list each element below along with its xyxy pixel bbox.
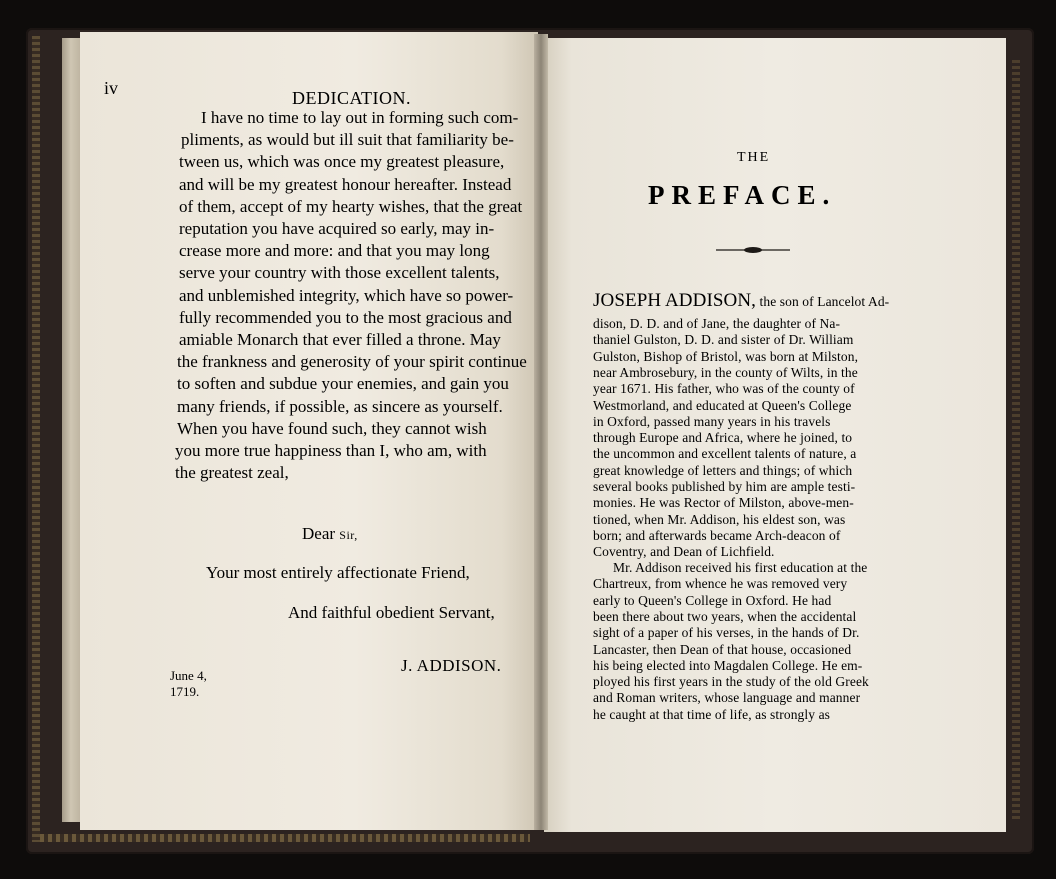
closing-line-2: And faithful obedient Servant, [288, 603, 495, 622]
preface-line: the uncommon and excellent talents of nature, a [593, 446, 857, 462]
running-head: DEDICATION. [292, 88, 411, 108]
preface-line: he caught at that time of life, as strongly as [593, 706, 831, 722]
preface-line: year 1671. His father, who was of the county of [593, 381, 855, 397]
preface-line: sight of a paper of his verses, in the hands of Dr. [593, 625, 860, 641]
preface-line: and Roman writers, whose language and manner [593, 690, 861, 706]
dedication-line: tween us, which was once my greatest pleasure, [179, 152, 505, 172]
signature: J. ADDISON. [401, 656, 502, 675]
preface-opening-name: JOSEPH ADDISON, [593, 290, 757, 311]
dedication-line: you more true happiness than I, who am, with [175, 441, 487, 460]
dedication-line: amiable Monarch that ever filled a throne. May [179, 330, 501, 349]
preface-line: his being elected into Magdalen College. He em- [593, 657, 863, 673]
salutation-name: Sir, [339, 528, 358, 542]
salutation-prefix: Dear [302, 524, 340, 543]
dedication-line: the greatest zeal, [175, 463, 289, 483]
preface-line: near Ambrosebury, in the county of Wilts, in the [593, 364, 858, 380]
dedication-line: pliments, as would but ill suit that familiarity be- [181, 130, 514, 150]
date-line-1: June 4, [170, 668, 207, 683]
preface-line: monies. He was Rector of Milston, above-men- [593, 495, 854, 511]
preface-line: early to Queen's College in Oxford. He had [593, 592, 832, 608]
preface-line-rest: the son of Lancelot Ad- [756, 294, 890, 309]
preface-line [593, 290, 889, 312]
preface-line: Lancaster, then Dean of that house, occasioned [593, 641, 852, 657]
preface-line: ployed his first years in the study of the old Greek [593, 674, 869, 690]
preface-line: been there about two years, when the accidental [593, 608, 857, 624]
dedication-line: reputation you have acquired so early, may in- [179, 219, 495, 238]
preface-line: Coventry, and Dean of Lichfield. [593, 544, 775, 560]
dedication-line: fully recommended you to the most gracious and [179, 307, 512, 327]
dedication-line: many friends, if possible, as sincere as yourself. [177, 396, 503, 416]
date-line-2: 1719. [170, 684, 200, 699]
salutation [302, 524, 358, 544]
dedication-line: When you have found such, they cannot wish [177, 418, 487, 438]
preface-line: Gulston, Bishop of Bristol, was born at Milston, [593, 348, 859, 364]
book-gutter [534, 34, 548, 830]
dedication-line: the frankness and generosity of your spirit continue [177, 352, 527, 372]
preface-line: tioned, when Mr. Addison, his eldest son, was [593, 511, 846, 527]
dedication-line: and unblemished integrity, which have so power- [179, 285, 514, 305]
preface-line: great knowledge of letters and things; of which [593, 462, 853, 478]
preface-line: in Oxford, passed many years in his travels [593, 413, 831, 429]
page-number: iv [104, 78, 119, 98]
dedication-line: to soften and subdue your enemies, and gain you [177, 374, 509, 394]
preface-line: Westmorland, and educated at Queen's College [593, 397, 852, 413]
closing-line-1: Your most entirely affectionate Friend, [206, 563, 470, 582]
preface-line: thaniel Gulston, D. D. and sister of Dr. William [593, 332, 854, 348]
gilt-border-right [1012, 60, 1020, 820]
preface-line: through Europe and Africa, where he joined, to [593, 430, 853, 446]
ornament-rule-icon [716, 244, 790, 256]
dedication-line: I have no time to lay out in forming such com- [201, 108, 519, 127]
preface-title: PREFACE. [648, 180, 837, 210]
dedication-line: crease more and more: and that you may long [179, 241, 490, 261]
dedication-line: of them, accept of my hearty wishes, that the great [179, 196, 523, 216]
preface-line: Mr. Addison received his first education at the [613, 560, 868, 575]
preface-line: born; and afterwards became Arch-deacon of [593, 527, 841, 543]
preface-line: Chartreux, from whence he was removed very [593, 576, 848, 592]
preface-line: several books published by him are ample testi- [593, 479, 856, 494]
preface-line: dison, D. D. and of Jane, the daughter of Na- [593, 316, 841, 331]
gilt-border-left [32, 36, 40, 842]
gilt-border-bottom [40, 834, 530, 842]
dedication-line: and will be my greatest honour hereafter. Instead [179, 174, 512, 194]
preface-the-label: THE [737, 150, 771, 165]
dedication-line: serve your country with those excellent talents, [179, 263, 500, 283]
